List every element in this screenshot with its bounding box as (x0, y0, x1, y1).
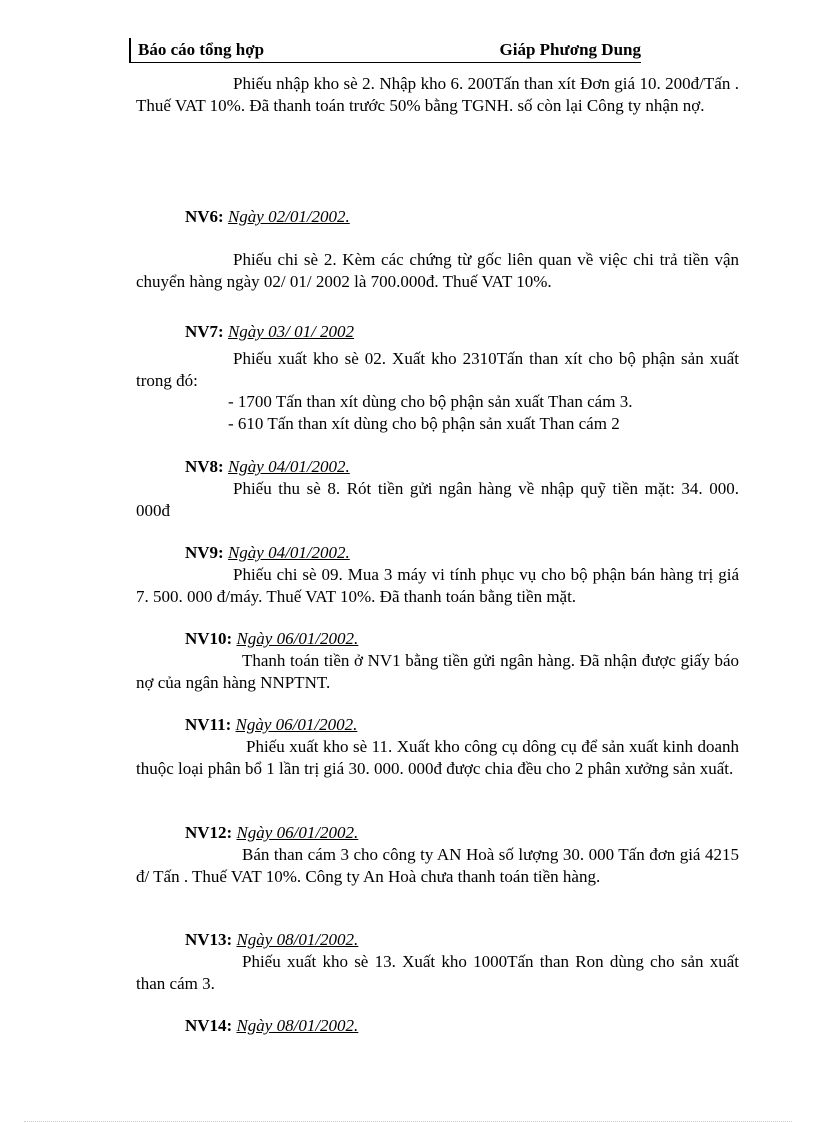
page-header (129, 38, 641, 63)
header-report-title: Báo cáo tổng hợp (138, 40, 265, 59)
entry-code: NV6: (185, 207, 224, 226)
entry-date: Ngày 04/01/2002. (227, 543, 350, 562)
entry-nv14-heading (185, 1015, 358, 1037)
paragraph-nv12: Bán than cám 3 cho công ty AN Hoà số lượng 30. 000 Tấn đơn giá 4215 đ/ Tấn . Thuế VAT 10%. Công ty An Hoà chưa thanh toán tiền hàng. (136, 845, 739, 886)
entry-nv6-heading (185, 206, 350, 228)
entry-date: Ngày 06/01/2002. (235, 715, 358, 734)
entry-nv9-heading (185, 542, 350, 564)
entry-date: Ngày 06/01/2002. (236, 629, 359, 648)
paragraph-nv9: Phiếu chi sè 09. Mua 3 máy vi tính phục vụ cho bộ phận bán hàng trị giá 7. 500. 000 đ/máy. Thuế VAT 10%. Đã thanh toán bằng tiền mặt. (136, 565, 739, 606)
entry-date: Ngày 03/ 01/ 2002 (227, 322, 355, 341)
entry-date: Ngày 08/01/2002. (236, 1016, 359, 1035)
entry-code: NV10: (185, 629, 233, 648)
entry-code: NV9: (185, 543, 224, 562)
entry-code: NV14: (185, 1016, 233, 1035)
paragraph-nv6: Phiếu chi sè 2. Kèm các chứng từ gốc liên quan về việc chi trả tiền vận chuyển hàng ngày 02/ 01/ 2002 là 700.000đ. Thuế VAT 10%. (136, 250, 739, 291)
entry-nv8-heading (185, 456, 350, 478)
entry-date: Ngày 06/01/2002. (236, 823, 359, 842)
entry-date: Ngày 02/01/2002. (227, 207, 350, 226)
bullet-nv7-1: - 1700 Tấn than xít dùng cho bộ phận sản xuất Than cám 3. (228, 392, 633, 411)
paragraph-nv7: Phiếu xuất kho sè 02. Xuất kho 2310Tấn than xít cho bộ phận sản xuất trong đó: (136, 349, 739, 390)
entry-code: NV13: (185, 930, 233, 949)
paragraph-nv13: Phiếu xuất kho sè 13. Xuất kho 1000Tấn than Ron dùng cho sản xuất than cám 3. (136, 952, 739, 993)
entry-nv7-heading (185, 321, 354, 343)
paragraph-nv11: Phiếu xuất kho sè 11. Xuất kho công cụ dông cụ để sản xuất kinh doanh thuộc loại phân bổ 1 lần trị giá 30. 000. 000đ được chia đều cho 2 phân xưởng sản xuất. (136, 737, 739, 778)
paragraph-nv8: Phiếu thu sè 8. Rót tiền gửi ngân hàng về nhập quỹ tiền mặt: 34. 000. 000đ (136, 479, 739, 520)
entry-nv12-heading (185, 822, 358, 844)
paragraph-nv10: Thanh toán tiền ở NV1 bằng tiền gửi ngân hàng. Đã nhận được giấy báo nợ của ngân hàng NNPTNT. (136, 651, 739, 692)
entry-code: NV8: (185, 457, 224, 476)
page-bottom-divider (24, 1121, 792, 1122)
entry-code: NV7: (185, 322, 224, 341)
bullet-nv7-2: - 610 Tấn than xít dùng cho bộ phận sản xuất Than cám 2 (228, 414, 620, 433)
paragraph-intro: Phiếu nhập kho sè 2. Nhập kho 6. 200Tấn than xít Đơn giá 10. 200đ/Tấn . Thuế VAT 10%. Đã thanh toán trước 50% bằng TGNH. số còn lại Công ty nhận nợ. (136, 74, 739, 115)
entry-nv10-heading (185, 628, 358, 650)
entry-date: Ngày 08/01/2002. (236, 930, 359, 949)
entry-nv13-heading (185, 929, 358, 951)
entry-code: NV11: (185, 715, 232, 734)
entry-date: Ngày 04/01/2002. (227, 457, 350, 476)
entry-nv11-heading (185, 714, 357, 736)
entry-code: NV12: (185, 823, 233, 842)
header-author: Giáp Phương Dung (499, 40, 641, 59)
